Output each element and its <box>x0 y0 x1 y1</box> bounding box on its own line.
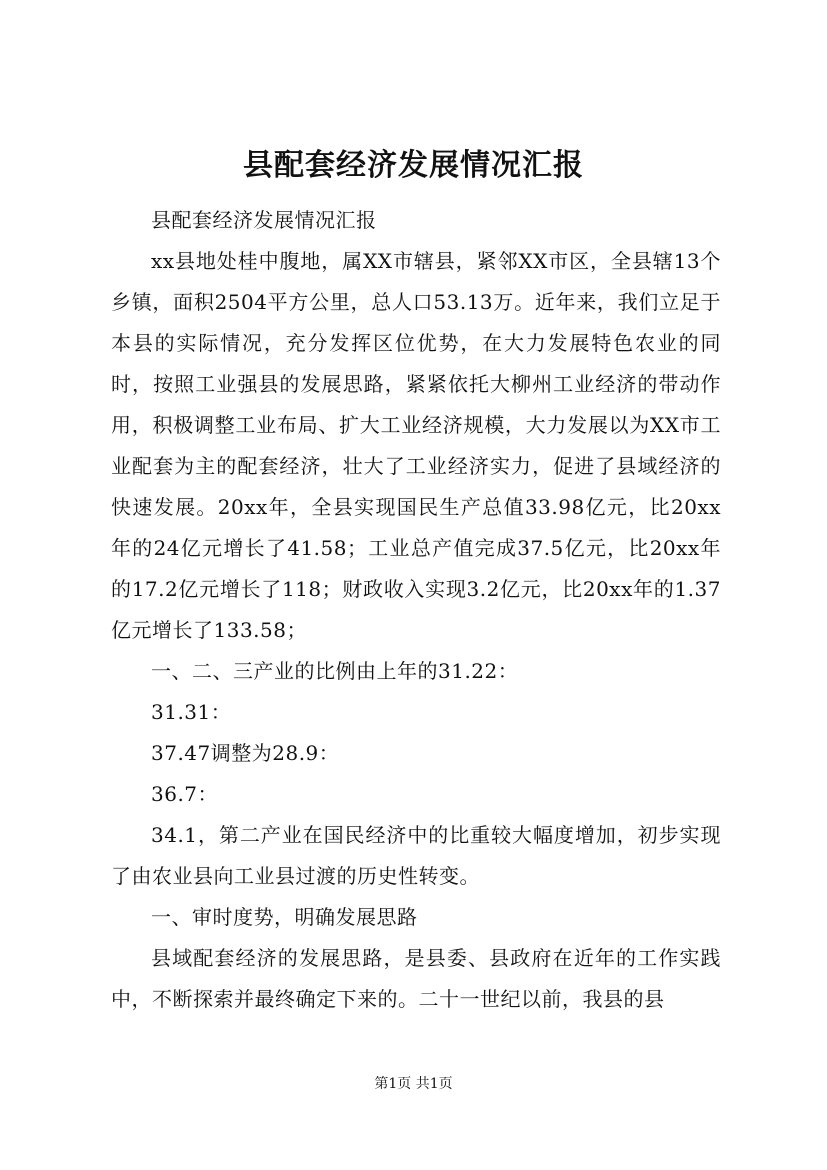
paragraph-overview: xx县地处桂中腹地，属XX市辖县，紧邻XX市区，全县辖13个乡镇，面积2504平方公里，总人口53.13万。近年来，我们立足于本县的实际情况，充分发挥区位优势，在大力发展特色农业的同时，按照工业强县的发展思路，紧紧依托大柳州工业经济的带动作用，积极调整工业布局、扩大工业经济规模，大力发展以为XX市工业配套为主的配套经济，壮大了工业经济实力，促进了县域经济的快速发展。20xx年，全县实现国民生产总值33.98亿元，比20xx年的24亿元增长了41.58；工业总产值完成37.5亿元，比20xx年的17.2亿元增长了118；财政收入实现3.2亿元，比20xx年的1.37亿元增长了133.58； <box>111 249 721 642</box>
paragraph-approach: 县域配套经济的发展思路，是县委、县政府在近年的工作实践中，不断探索并最终确定下来的。二十一世纪以前，我县的县 <box>111 946 721 1011</box>
paragraph-subtitle: 县配套经济发展情况汇报 <box>151 208 377 232</box>
paragraph-transition: 34.1，第二产业在国民经济中的比重较大幅度增加，初步实现了由农业县向工业县过渡的历史性转变。 <box>111 823 721 888</box>
document-title: 县配套经济发展情况汇报 <box>243 148 584 183</box>
paragraph-ratio-1: 一、二、三产业的比例由上年的31.22： <box>151 659 519 683</box>
paragraph-ratio-2: 31.31： <box>151 700 232 724</box>
section-heading: 一、审时度势，明确发展思路 <box>151 905 418 929</box>
page-footer: 第1页 共1页 <box>374 1076 453 1092</box>
document-body <box>111 200 721 1020</box>
paragraph-ratio-4: 36.7： <box>151 782 219 806</box>
paragraph-ratio-3: 37.47调整为28.9： <box>151 741 340 765</box>
